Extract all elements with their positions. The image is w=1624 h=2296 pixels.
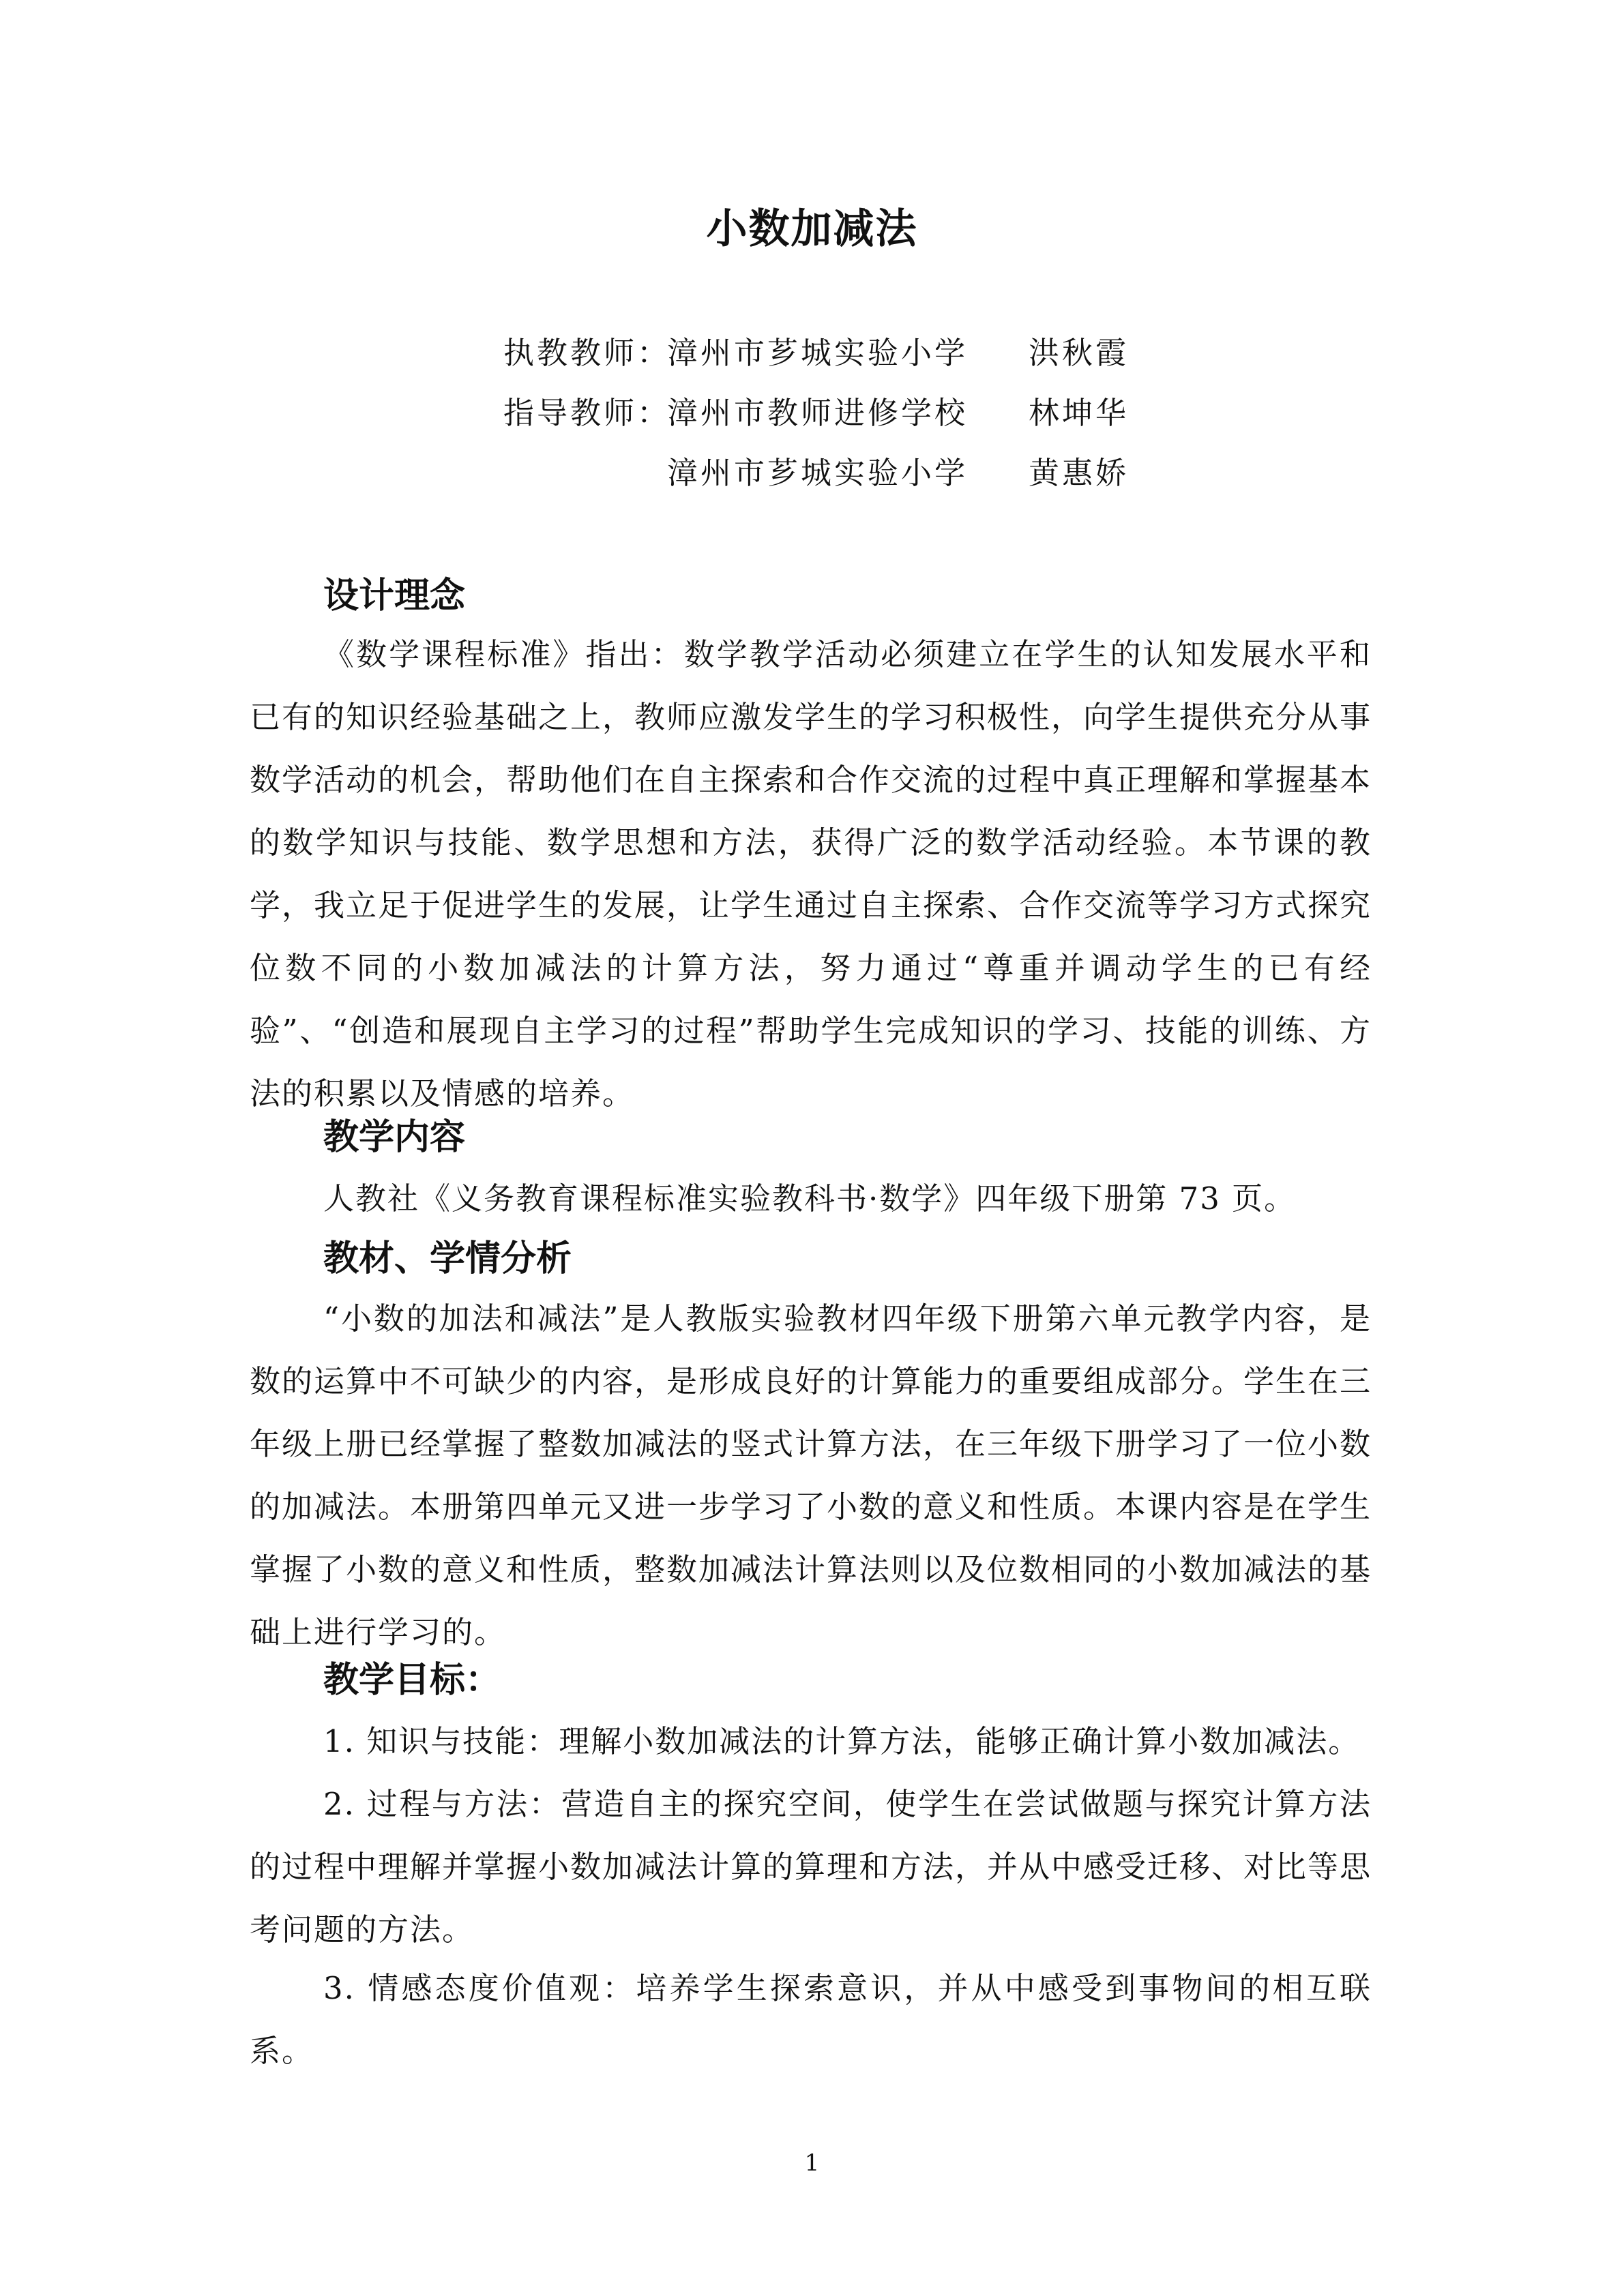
section-heading-design-concept: 设计理念	[323, 576, 466, 616]
teacher-school: 漳州市教师进修学校	[667, 395, 969, 431]
section-heading-analysis: 教材、学情分析	[323, 1238, 572, 1279]
section-heading-teaching-goals: 教学目标：	[323, 1660, 501, 1701]
goal-item-3: 3. 情感态度价值观：培养学生探索意识，并从中感受到事物间的相互联系。	[250, 1970, 1372, 2069]
teacher-name: 林坤华	[1029, 395, 1130, 431]
section-heading-teaching-content: 教学内容	[323, 1117, 466, 1158]
teacher-name: 黄惠娇	[1029, 455, 1130, 491]
design-concept-paragraph: 《数学课程标准》指出：数学教学活动必须建立在学生的认知发展水平和已有的知识经验基础之上，教师应激发学生的学习积极性，向学生提供充分从事数学活动的机会，帮助他们在自主探索和合作交流的过程中真正理解和掌握基本的数学知识与技能、数学思想和方法，获得广泛的数学活动经验。本节课的教学，我立足于促进学生的发展，让学生通过自主探索、合作交流等学习方式探究位数不同的小数加减法的计算方法，努力通过“尊重并调动学生的已有经验”、“创造和展现自主学习的过程”帮助学生完成知识的学习、技能的训练、方法的积累以及情感的培养。	[250, 636, 1372, 1112]
teaching-content-paragraph: 人教社《义务教育课程标准实验教科书·数学》四年级下册第 73 页。	[323, 1180, 1297, 1217]
teacher-school: 漳州市芗城实验小学	[667, 455, 969, 491]
analysis-paragraph: “小数的加法和减法”是人教版实验教材四年级下册第六单元教学内容，是数的运算中不可缺少的内容，是形成良好的计算能力的重要组成部分。学生在三年级上册已经掌握了整数加减法的竖式计算方法，在三年级下册学习了一位小数的加减法。本册第四单元又进一步学习了小数的意义和性质。本课内容是在学生掌握了小数的意义和性质，整数加减法计算法则以及位数相同的小数加减法的基础上进行学习的。	[250, 1300, 1372, 1650]
page-number: 1	[804, 2149, 820, 2177]
teacher-role: 指导教师：	[503, 395, 671, 431]
document-title: 小数加减法	[706, 205, 918, 253]
goal-item-1: 1. 知识与技能：理解小数加减法的计算方法，能够正确计算小数加减法。	[323, 1723, 1361, 1759]
teacher-role: 执教教师：	[503, 335, 671, 371]
teacher-school: 漳州市芗城实验小学	[667, 335, 969, 371]
goal-item-2: 2. 过程与方法：营造自主的探究空间，使学生在尝试做题与探究计算方法的过程中理解并掌握小数加减法计算的算理和方法，并从中感受迁移、对比等思考问题的方法。	[250, 1786, 1372, 1948]
teacher-name: 洪秋霞	[1029, 335, 1130, 371]
